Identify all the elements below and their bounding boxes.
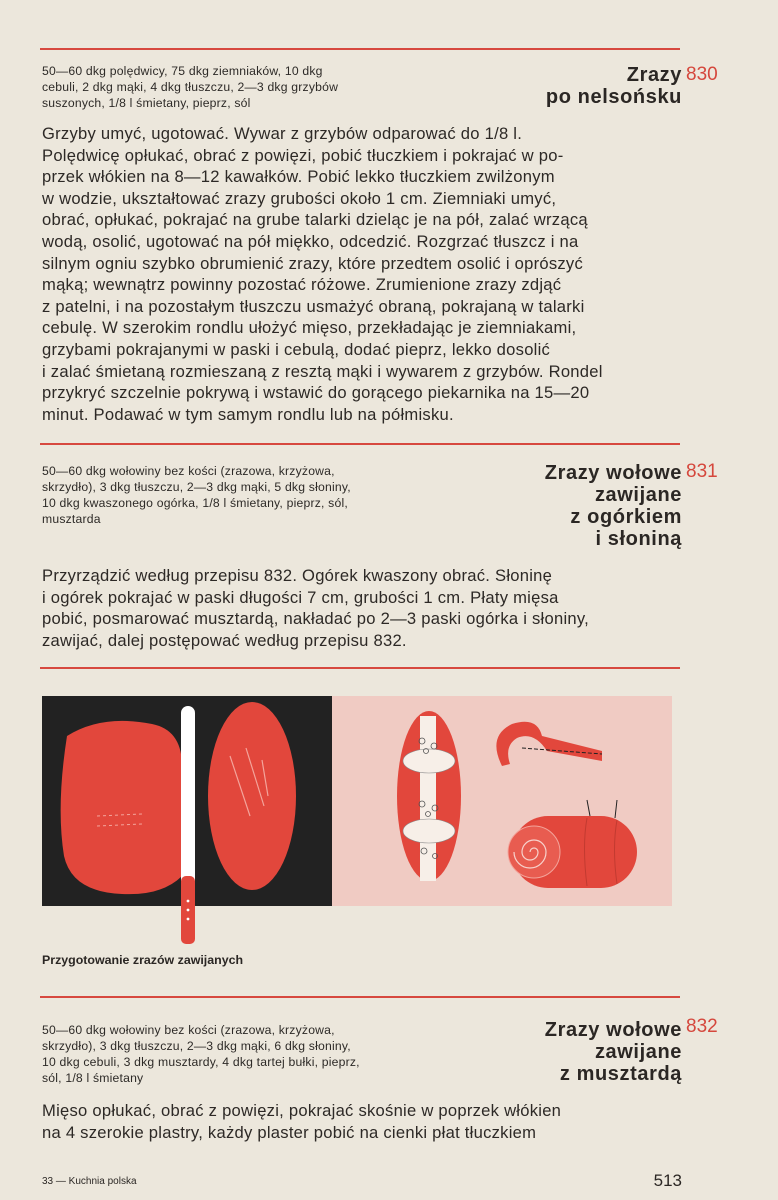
recipe-832-title: Zrazy wołowe zawijane z musztardą bbox=[544, 1019, 682, 1085]
recipe-832-instructions: Mięso opłukać, obrać z powięzi, pokrajać skośnie w poprzek włókien na 4 szerokie plastry, każdy plaster pobić na cienki płat tłuczkiem bbox=[42, 1101, 562, 1142]
recipe-832-ingredients: 50—60 dkg wołowiny bez kości (zrazowa, krzyżowa, skrzydło), 3 dkg tłuszczu, 2—3 dkg mąki, 6 dkg słoniny, 10 dkg cebuli, 3 dkg musztardy, 4 dkg tartej bułki, pieprz, sól, 1/8 l śmietany bbox=[42, 1023, 360, 1085]
preparation-illustration bbox=[42, 696, 672, 948]
section-divider bbox=[40, 48, 680, 50]
recipe-831-instructions: Przyrządzić według przepisu 832. Ogórek kwaszony obrać. Słoninę i ogórek pokrajać w paski długości 7 cm, grubości 1 cm. Płaty mięsa pobić, posmarować musztardą, nakładać po 2—3 paski ogórka i słoniny, zawijać, dalej postępować według przepisu 832. bbox=[42, 566, 590, 650]
section-divider bbox=[40, 667, 680, 669]
page-number: 513 bbox=[653, 1171, 682, 1190]
illustration-caption: Przygotowanie zrazów zawijanych bbox=[42, 953, 244, 967]
meat-slice-large bbox=[61, 721, 182, 894]
recipe-830-title: Zrazy po nelsońsku bbox=[545, 64, 682, 108]
recipe-830-ingredients: 50—60 dkg polędwicy, 75 dkg ziemniaków, 10 dkg cebuli, 2 dkg mąki, 4 dkg tłuszczu, 2—3 dkg grzybów suszonych, 1/8 l śmietany, pieprz, sól bbox=[42, 64, 339, 110]
book-footer: 33 — Kuchnia polska bbox=[42, 1176, 137, 1187]
recipe-831-title: Zrazy wołowe zawijane z ogórkiem i słoniną bbox=[544, 462, 682, 550]
section-divider bbox=[40, 996, 680, 998]
meat-slice-small bbox=[208, 702, 296, 890]
recipe-831-ingredients: 50—60 dkg wołowiny bez kości (zrazowa, krzyżowa, skrzydło), 3 dkg tłuszczu, 2—3 dkg mąki, 5 dkg słoniny, 10 dkg kwaszonego ogórka, 1/8 l śmietany, pieprz, sól, musztarda bbox=[42, 464, 351, 526]
recipe-831-number: 831 bbox=[686, 461, 718, 482]
recipe-832-number: 832 bbox=[686, 1016, 718, 1037]
section-divider bbox=[40, 443, 680, 445]
recipe-830-number: 830 bbox=[686, 64, 718, 85]
recipe-830-instructions: Grzyby umyć, ugotować. Wywar z grzybów odparować do 1/8 l. Polędwicę opłukać, obrać z powięzi, pobić tłuczkiem i pokrajać w po- przek włókien na 8—12 kawałków. Pobić lekko tłuczkiem zwilżonym w wodzie, ukształtować zrazy grubości około 1 cm. Ziemniaki umyć, obrać, opłukać, pokrajać na grube talarki dzieląc je na pół, zalać wrzącą wodą, osolić, ugotować na pół miękko, odcedzić. Rozgrzać tłuszcz i na silnym ogniu szybko obrumienić zrazy, które przedtem osolić i oprószyć mąką; wewnątrz powinny pozostać różowe. Zrumienione zrazy zdjąć z patelni, i na pozostałym tłuszczu usmażyć obraną, pokrajaną w talarki cebulę. W szerokim rondlu ułożyć mięso, przekładając je ziemniakami, grzybami pokrajanymi w paski i cebulą, dodać pieprz, lekko dosolić i zalać śmietaną rozmieszaną z resztą mąki i wywarem z grzybów. Rondel przykryć szczelnie pokrywą i wstawić do gorącego piekarnika na 15—20 minut. Podawać w tym samym rondlu lub na półmisku. bbox=[42, 124, 603, 424]
